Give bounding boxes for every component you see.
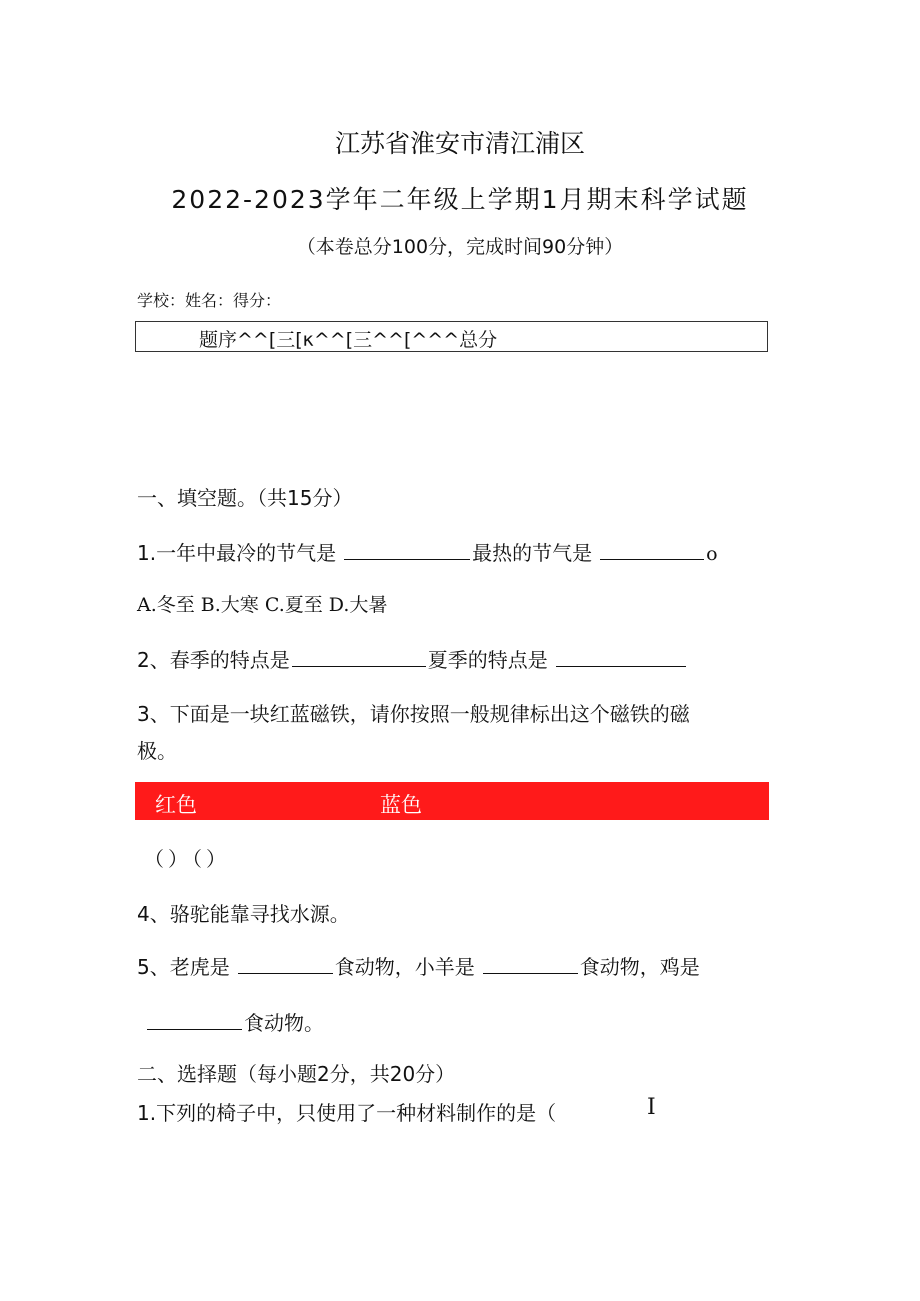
- magnet-answer-brackets[interactable]: （）（）: [144, 847, 230, 871]
- score-table: [135, 321, 768, 352]
- q1-text-a: 1.一年中最冷的节气是: [137, 541, 337, 565]
- exam-title-main: 2022-2023学年二年级上学期1月期末科学试题: [171, 185, 749, 214]
- answer-blank[interactable]: [147, 1011, 242, 1030]
- exam-title-region: 江苏省淮安市清江浦区: [334, 129, 585, 158]
- text-cursor-icon: I: [647, 1095, 656, 1120]
- answer-blank[interactable]: [600, 541, 704, 560]
- answer-blank[interactable]: [344, 541, 470, 560]
- question-1-3-line2: 极。: [137, 739, 177, 763]
- q5-text-a: 5、老虎是: [137, 955, 230, 979]
- q2-text-a: 2、春季的特点是: [137, 648, 290, 672]
- exam-subtitle: （本卷总分100分，完成时间90分钟）: [296, 236, 624, 258]
- question-1-1: [137, 537, 718, 566]
- q2-text-b: 夏季的特点是: [427, 648, 548, 672]
- question-1-2: [137, 644, 686, 673]
- q1-text-end: o: [706, 543, 718, 565]
- answer-blank[interactable]: [483, 955, 578, 974]
- question-1-1-options: A.冬至 B.大寒 C.夏至 D.大暑: [137, 594, 388, 616]
- question-1-5-line2: [147, 1007, 324, 1036]
- answer-blank[interactable]: [238, 955, 333, 974]
- score-table-text: 题序^^[三[κ^^[三^^[^^^总分: [199, 329, 498, 351]
- question-1-4: 4、骆驼能靠寻找水源。: [137, 902, 350, 926]
- answer-blank[interactable]: [292, 648, 426, 667]
- q5-line2-end: 食动物。: [244, 1011, 324, 1035]
- magnet-bar: [135, 782, 769, 820]
- answer-blank[interactable]: [556, 648, 686, 667]
- magnet-left-label: 红色: [155, 793, 197, 817]
- question-2-1: [137, 1097, 556, 1126]
- question-1-5-line1: [137, 951, 700, 980]
- q5-text-b: 食动物，小羊是: [334, 955, 475, 979]
- section1-heading: 一、填空题。（共15分）: [137, 486, 353, 510]
- q5-text-c: 食动物，鸡是: [579, 955, 700, 979]
- question-1-3-line1: 3、下面是一块红蓝磁铁，请你按照一般规律标出这个磁铁的磁: [137, 702, 690, 726]
- section2-heading: 二、选择题（每小题2分，共20分）: [137, 1062, 456, 1086]
- student-info-line: 学校：姓名：得分：: [137, 291, 282, 310]
- q1-text-b: 最热的节气是: [472, 541, 593, 565]
- magnet-right-label: 蓝色: [380, 793, 422, 817]
- s2-q1-text: 1.下列的椅子中，只使用了一种材料制作的是（: [137, 1101, 557, 1125]
